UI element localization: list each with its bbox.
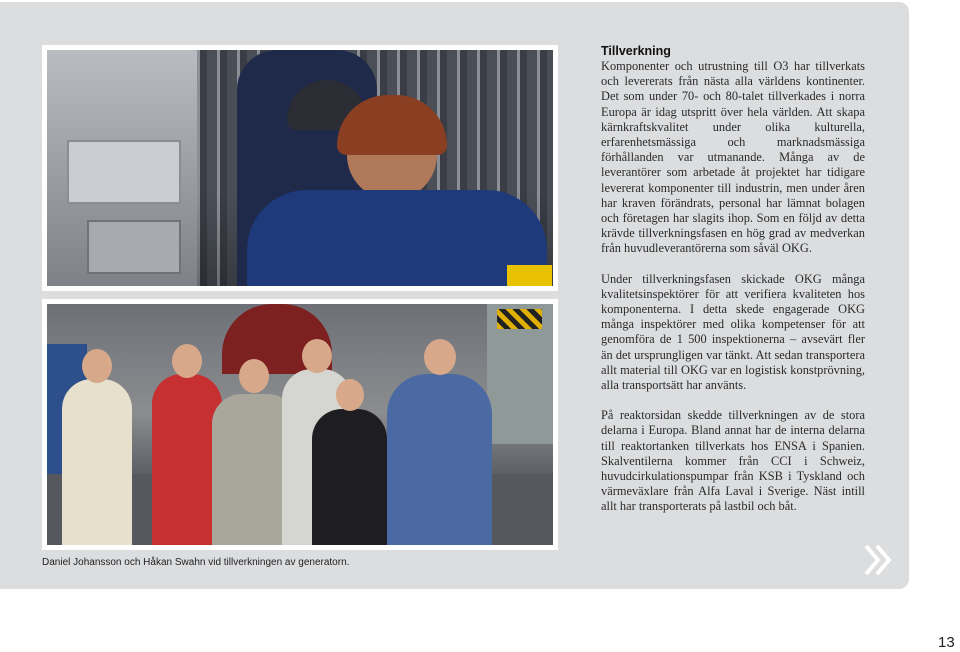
article-heading: Tillverkning <box>601 44 671 58</box>
article-text <box>601 43 865 530</box>
page-number: 13 <box>938 634 955 651</box>
photo-workers-inspecting <box>42 45 558 291</box>
double-chevron-right-icon[interactable] <box>860 542 896 578</box>
photo-caption: Daniel Johansson och Håkan Swahn vid tillverkningen av generatorn. <box>42 557 350 568</box>
photo-group-at-generator <box>42 299 558 550</box>
content-panel <box>0 2 909 589</box>
article-paragraph-1: Komponenter och utrustning till O3 har tillverkats och levererats från nästa alla världens kontinenter. Det som under 70- och 80-talet tillverkades i norra Europa är idag utspritt över hela världen. Att skapa kärnkraftskvalitet under olika kulturella, erfarenhetsmässiga och marknadsmässiga förhållanden var utmanande. Många av de leverantörer som arbetade åt projektet har tidigare levererat komponenter till industrin, men under åren har kraven förändrats, personal har lämnat bolagen och företagen har slagits ihop. Som en följd av detta krävde tillverkningsfasen en hög grad av medverkan från huvudleverantörerna som såväl OKG. <box>601 59 865 256</box>
article-paragraph-3: På reaktorsidan skedde tillverkningen av de stora delarna i Europa. Bland annat har de interna delarna till reaktortanken tillverkats hos ENSA i Spanien. Skalventilerna kommer från CCI i Schweiz, huvudcirkulationspumpar från KSB i Tyskland och värmeväxlare från Alfa Laval i Sverige. Näst intill allt har transporterats på lastbil och båt. <box>601 408 865 514</box>
article-paragraph-2: Under tillverkningsfasen skickade OKG många kvalitetsinspektörer för att verifiera kvaliteten hos komponenterna. I detta skede engagerade OKG många inspektörer med olika kompetenser för att genomföra de 1 500 inspektionerna – avsevärt fler än det ursprungligen var tänkt. Att sedan transportera allt material till OKG var en logistisk konstprövning, alla transportsätt har använts. <box>601 271 865 393</box>
